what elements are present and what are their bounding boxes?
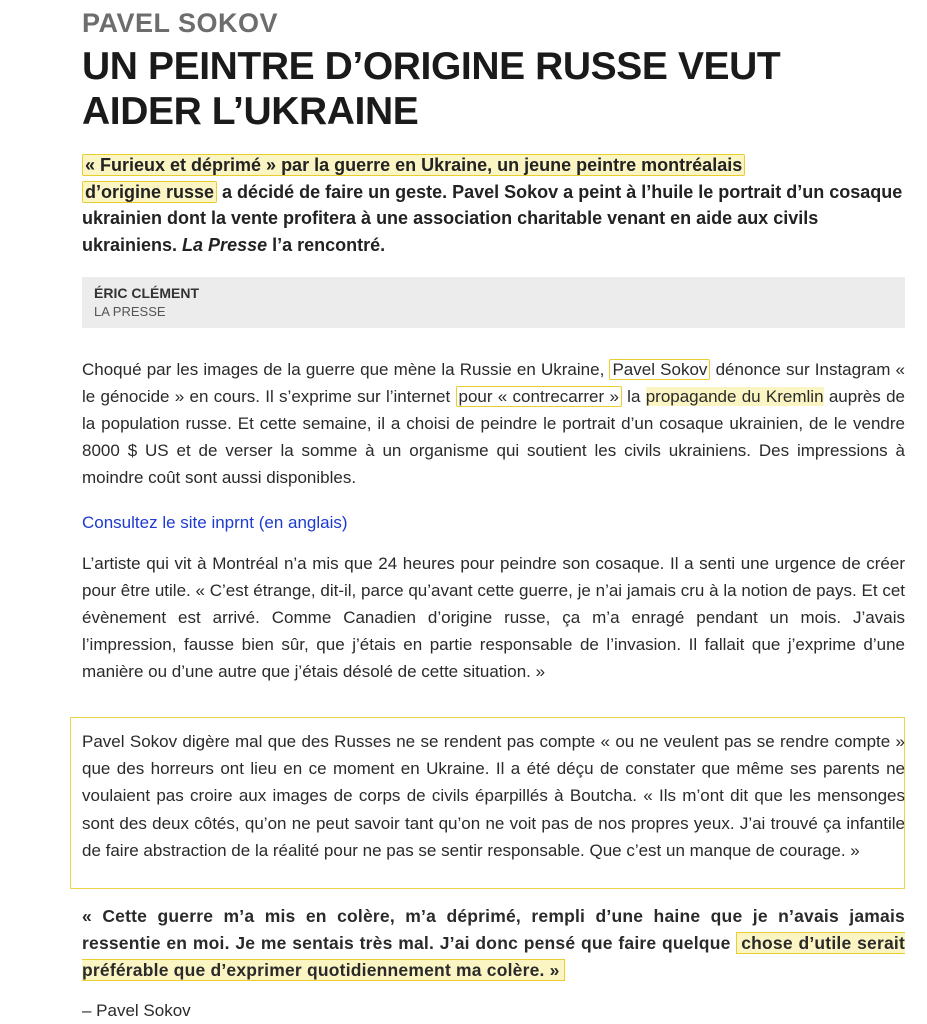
p1-text-e: la xyxy=(621,387,646,406)
byline xyxy=(82,277,905,328)
pull-quote xyxy=(82,903,905,984)
pull-quote-text: « Cette guerre m’a mis en colère, m’a déprimé, rempli d’une haine que je n’avais jamais ressentie en moi. Je me sentais très mal. J’ai donc pensé que faire quelque xyxy=(82,906,905,953)
paragraph-1 xyxy=(82,356,905,491)
quote-attribution: – Pavel Sokov xyxy=(82,1001,191,1020)
lede-highlight-1: « Furieux et déprimé » par la guerre en Ukraine, un jeune peintre montréalais xyxy=(82,154,745,176)
lede-tail: l’a rencontré. xyxy=(267,234,386,255)
byline-outlet: LA PRESSE xyxy=(94,304,166,319)
inprnt-link[interactable]: Consultez le site inprnt (en anglais) xyxy=(82,513,348,532)
p1-text-a: Choqué par les images de la guerre que mène la Russie en Ukraine, xyxy=(82,360,610,379)
paragraph-3: Pavel Sokov digère mal que des Russes ne se rendent pas compte « ou ne veulent pas se rendre compte » que des horreurs ont lieu en ce moment en Ukraine. Il a été déçu de constater que même ses parents ne voulaient pas croire aux images de corps de civils éparpillés à Boutcha. « Ils m’ont dit que les mensonges sont des deux côtés, qu’on ne peut savoir tant qu’on ne voit pas de nos propres yeux. J’ai trouvé ça infantile de faire abstraction de la réalité pour ne pas se sentir responsable. Que c’est un manque de courage. » xyxy=(82,732,905,860)
p1-text-g: auprès de la population russe. Et cette semaine, il a choisi de peindre le portrait d’un cosaque ukrainien, de le vendre 8000 $ US et de verser la somme à un organisme qui soutient les civils ukrainiens. Des impressions à moindre coût sont aussi disponibles. xyxy=(82,387,905,487)
byline-author[interactable]: ÉRIC CLÉMENT xyxy=(94,285,199,301)
p1-box-quote: pour « contrecarrer » xyxy=(456,386,622,407)
lede-publication: La Presse xyxy=(182,234,268,255)
lede-text: a décidé de faire un geste. Pavel Sokov a peint à l’huile le portrait d’un cosaque ukrainien dont la vente profitera à une association charitable venant en aide aux civils ukrainiens. xyxy=(82,181,903,255)
pull-quote-highlight: chose d’utile serait préférable que d’exprimer quotidiennement ma colère. » xyxy=(82,933,905,980)
paragraph-2: L’artiste qui vit à Montréal n’a mis que 24 heures pour peindre son cosaque. Il a senti une urgence de créer pour être utile. « C’est étrange, dit-il, parce qu’avant cette guerre, je n’ai jamais cru à la notion de pays. Et cet évènement est arrivé. Comme Canadien d’origine russe, ça m’a enragé pendant un mois. J’avais l’impression, fausse bien sûr, que j’étais en partie responsable de l’invasion. Il fallait que j’exprime d’une manière ou d’une autre que j’étais désolé de cette situation. » xyxy=(82,554,905,681)
lede-highlight-2: d’origine russe xyxy=(82,181,217,203)
article-lede xyxy=(82,152,905,258)
p1-box-name: Pavel Sokov xyxy=(609,359,710,380)
p1-text-c: dénonce sur Instagram « le génocide » en cours. Il s’exprime sur l’internet xyxy=(82,360,905,406)
p1-highlight-kremlin: propagande du Kremlin xyxy=(645,387,824,406)
article-title: UN PEINTRE D’ORIGINE RUSSE VEUT AIDER L’UKRAINE xyxy=(82,45,781,133)
article-kicker: PAVEL SOKOV xyxy=(82,8,279,38)
